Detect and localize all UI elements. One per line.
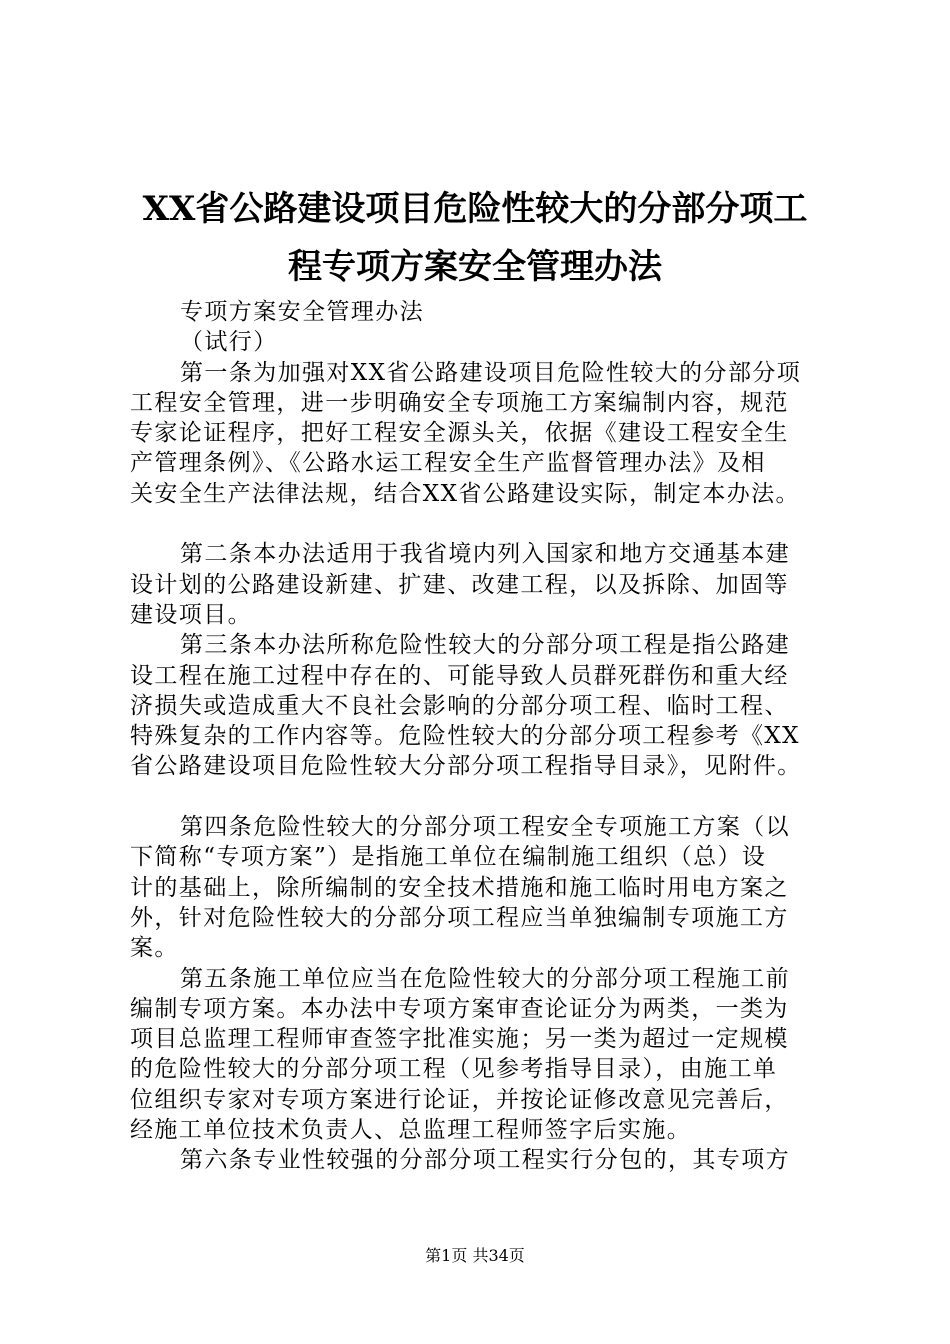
body-line: 的危险性较大的分部分项工程（见参考指导目录），由施工单: [130, 1056, 778, 1083]
body-line: （试行）: [180, 329, 278, 356]
blank-line: [130, 509, 860, 539]
body-line: 专项方案安全管理办法: [180, 299, 424, 325]
body-line: 第五条施工单位应当在危险性较大的分部分项工程施工前: [180, 965, 790, 992]
body-line: 外，针对危险性较大的分部分项工程应当单独编制专项施工方: [130, 904, 789, 931]
page-footer: 第1页 共34页: [425, 1246, 525, 1265]
body-line: 计的基础上，除所编制的安全技术措施和施工临时用电方案之: [130, 874, 789, 901]
body-line: 省公路建设项目危险性较大分部分项工程指导目录》，见附件。: [130, 753, 802, 780]
blank-line: [130, 782, 860, 812]
body-line: 第二条本办法适用于我省境内列入国家和地方交通基本建: [180, 541, 790, 568]
body-line: 第四条危险性较大的分部分项工程安全专项施工方案（以: [180, 814, 790, 841]
body-line: 经施工单位技术负责人、总监理工程师签字后实施。: [130, 1117, 692, 1144]
document-title-line-2: 程专项方案安全管理办法: [288, 247, 662, 287]
body-line: 工程安全管理，进一步明确安全专项施工方案编制内容，规范: [130, 389, 789, 416]
body-line: 位组织专家对专项方案进行论证，并按论证修改意见完善后，: [130, 1086, 789, 1113]
body-line: 济损失或造成重大不良社会影响的分部分项工程、临时工程、: [130, 692, 789, 719]
document-body: [130, 297, 860, 1176]
body-line: 第一条为加强对XX省公路建设项目危险性较大的分部分项: [180, 359, 802, 386]
body-line: 案。: [130, 935, 179, 962]
body-line: 专家论证程序，把好工程安全源头关，依据《建设工程安全生: [130, 420, 789, 447]
body-line: 设计划的公路建设新建、扩建、改建工程，以及拆除、加固等: [130, 571, 789, 598]
body-line: 下简称“专项方案”）是指施工单位在编制施工组织（总）设: [130, 844, 767, 871]
body-line: 第三条本办法所称危险性较大的分部分项工程是指公路建: [180, 632, 790, 659]
body-line: 项目总监理工程师审查签字批准实施；另一类为超过一定规模: [130, 1026, 789, 1053]
body-line: 关安全生产法律法规，结合XX省公路建设实际，制定本办法。: [130, 480, 800, 507]
body-line: 第六条专业性较强的分部分项工程实行分包的，其专项方: [180, 1147, 790, 1174]
body-line: 设工程在施工过程中存在的、可能导致人员群死群伤和重大经: [130, 662, 789, 689]
body-line: 产管理条例》、《公路水运工程安全生产监督管理办法》及相: [130, 450, 766, 477]
body-line: 编制专项方案。本办法中专项方案审查论证分为两类，一类为: [130, 995, 789, 1022]
body-line: 建设项目。: [130, 601, 252, 628]
document-title: [80, 180, 870, 296]
document-title-line-1: XX省公路建设项目危险性较大的分部分项工: [142, 189, 808, 229]
body-line: 特殊复杂的工作内容等。危险性较大的分部分项工程参考《XX: [130, 723, 800, 750]
